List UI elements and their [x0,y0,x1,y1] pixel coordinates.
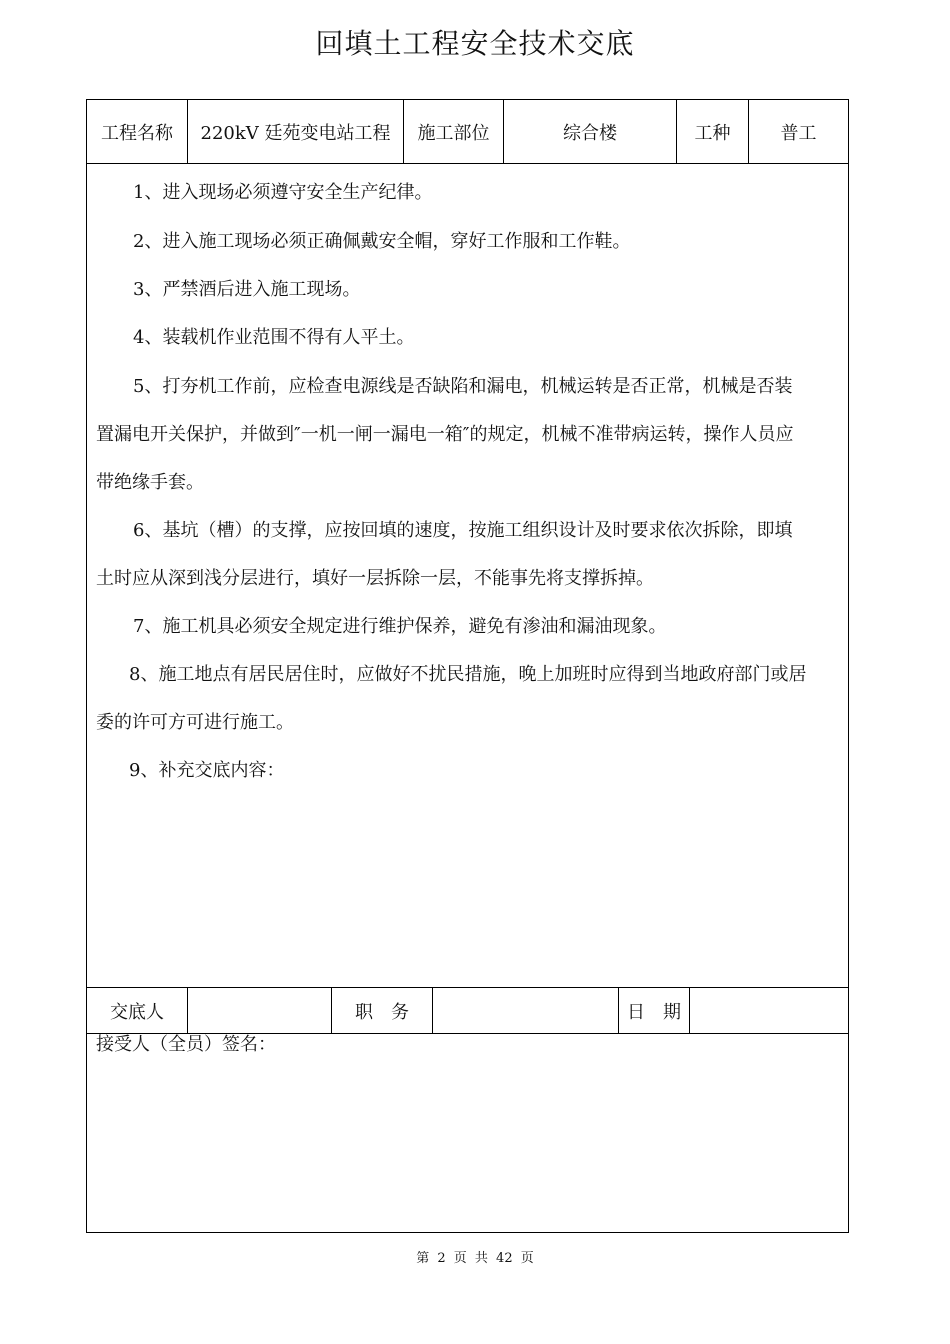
location-value: 综合楼 [504,100,677,163]
disclosure-form [86,99,849,1233]
position-label: 职 务 [332,988,433,1033]
content-line: 6、基坑（槽）的支撑，应按回填的速度，按施工组织设计及时要求依次拆除，即填 [133,520,793,541]
content-line: 置漏电开关保护，并做到″一机一闸一漏电一箱″的规定，机械不准带病运转，操作人员应 [96,424,794,445]
project-name-value: 220kV 廷苑变电站工程 [188,100,404,163]
project-name-label: 工程名称 [87,100,188,163]
content-line: 7、施工机具必须安全规定进行维护保养，避免有渗油和漏油现象。 [133,616,667,637]
content-line: 4、装载机作业范围不得有人平土。 [133,327,415,348]
content-line: 8、施工地点有居民居住时，应做好不扰民措施，晚上加班时应得到当地政府部门或居 [129,664,807,685]
trade-value: 普工 [780,122,817,144]
content-line: 5、打夯机工作前，应检查电源线是否缺陷和漏电，机械运转是否正常，机械是否装 [133,376,793,397]
content-line: 带绝缘手套。 [96,472,204,493]
header-row [87,100,848,164]
content-line: 1、进入现场必须遵守安全生产纪律。 [133,182,433,203]
content-line: 委的许可方可进行施工。 [96,712,294,733]
content-line: 3、严禁酒后进入施工现场。 [133,279,361,300]
date-field [690,988,848,1033]
position-field [433,988,619,1033]
date-label: 日 期 [619,988,690,1033]
location-label: 施工部位 [404,100,504,163]
footer-row [87,987,848,1034]
trade-label: 工种 [677,100,749,163]
discloser-label: 交底人 [87,988,188,1033]
page-number: 第 2 页 共 42 页 [416,1251,534,1266]
document-title: 回填土工程安全技术交底 [315,27,635,60]
content-line: 土时应从深到浅分层进行，填好一层拆除一层，不能事先将支撑拆掉。 [96,568,654,589]
disclosure-content [87,164,848,987]
content-line: 9、补充交底内容： [129,760,285,781]
content-line: 2、进入施工现场必须正确佩戴安全帽，穿好工作服和工作鞋。 [133,231,631,252]
signature-label: 接受人（全员）签名： [96,1034,276,1055]
discloser-field [188,988,332,1033]
